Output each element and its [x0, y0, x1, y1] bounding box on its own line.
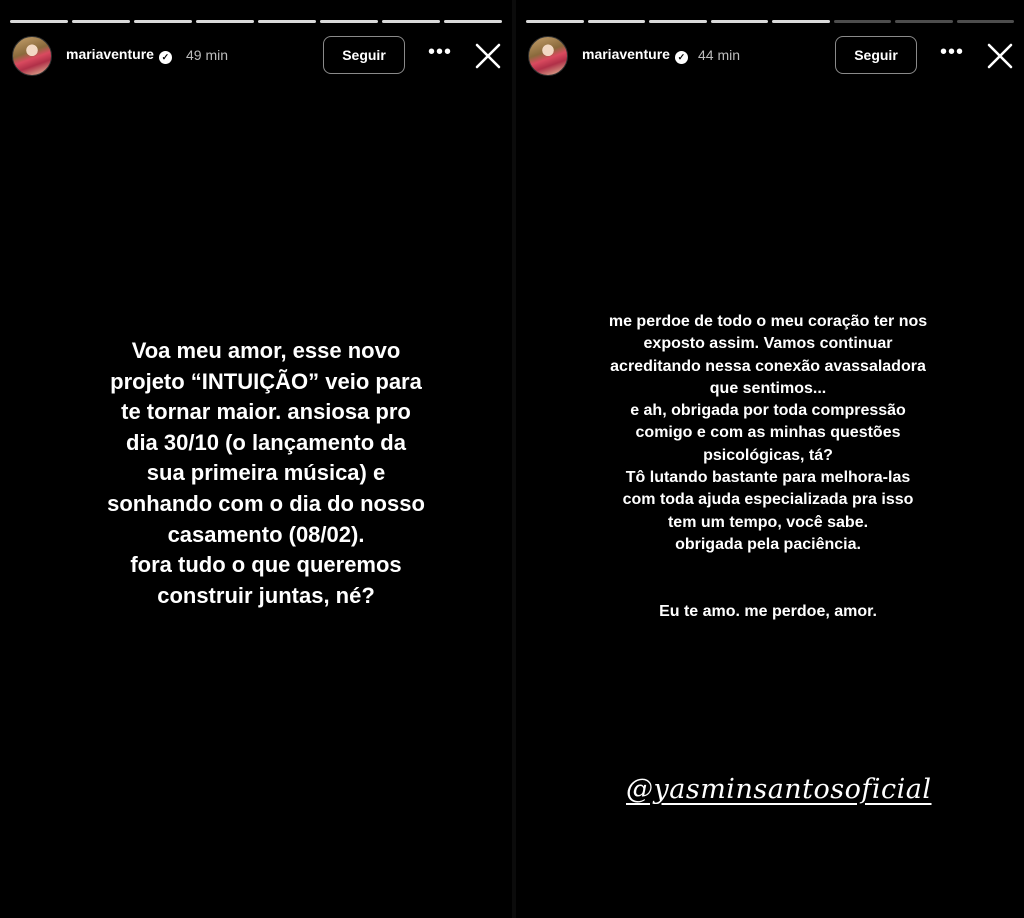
story-header [10, 36, 502, 76]
follow-button[interactable]: Seguir [323, 36, 405, 74]
more-options-icon[interactable]: ••• [939, 41, 964, 63]
username[interactable]: mariaventure ✓ [66, 46, 172, 64]
story-header [526, 36, 1014, 76]
verified-check-icon: ✓ [159, 51, 172, 64]
story-progress-bar [526, 20, 1014, 23]
progress-segment [772, 20, 830, 23]
mention-sticker[interactable]: @yasminsantosoficial [626, 774, 932, 805]
progress-segment [444, 20, 502, 23]
progress-segment [649, 20, 707, 23]
progress-segment [526, 20, 584, 23]
story-time: 49 min [186, 47, 229, 63]
username[interactable]: mariaventure ✓ [582, 46, 688, 64]
progress-segment [10, 20, 68, 23]
avatar[interactable] [12, 36, 52, 76]
progress-segment [196, 20, 254, 23]
progress-segment [834, 20, 892, 23]
progress-segment [258, 20, 316, 23]
verified-check-icon: ✓ [675, 51, 688, 64]
story-progress-bar [10, 20, 502, 23]
progress-segment [134, 20, 192, 23]
story-time: 44 min [698, 47, 741, 63]
story-caption: me perdoe de todo o meu coração ter nos exposto assim. Vamos continuar acreditando nessa conexão avassaladora que sentimos... e ah, obrigada por toda compressão comigo e com as minhas questões psicológicas, tá? Tô lutando bastante para melhora-las com toda ajuda especializada pra isso tem um tempo, você sabe. obrigada pela paciência. [608, 313, 928, 553]
progress-segment [72, 20, 130, 23]
follow-button[interactable]: Seguir [835, 36, 917, 74]
progress-segment [957, 20, 1015, 23]
story-signoff: Eu te amo. me perdoe, amor. [659, 603, 877, 620]
close-icon[interactable] [472, 40, 504, 72]
progress-segment [320, 20, 378, 23]
story-caption: Voa meu amor, esse novo projeto “INTUIÇÃO” veio para te tornar maior. ansiosa pro dia 30/10 (o lançamento da sua primeira música) e sonhando com o dia do nosso casamento (08/02). fora tudo o que queremos construir juntas, né? [107, 338, 425, 608]
more-options-icon[interactable]: ••• [427, 41, 452, 63]
progress-segment [382, 20, 440, 23]
story-panel-right [516, 0, 1024, 918]
progress-segment [895, 20, 953, 23]
progress-segment [711, 20, 769, 23]
progress-segment [588, 20, 646, 23]
close-icon[interactable] [984, 40, 1016, 72]
avatar[interactable] [528, 36, 568, 76]
